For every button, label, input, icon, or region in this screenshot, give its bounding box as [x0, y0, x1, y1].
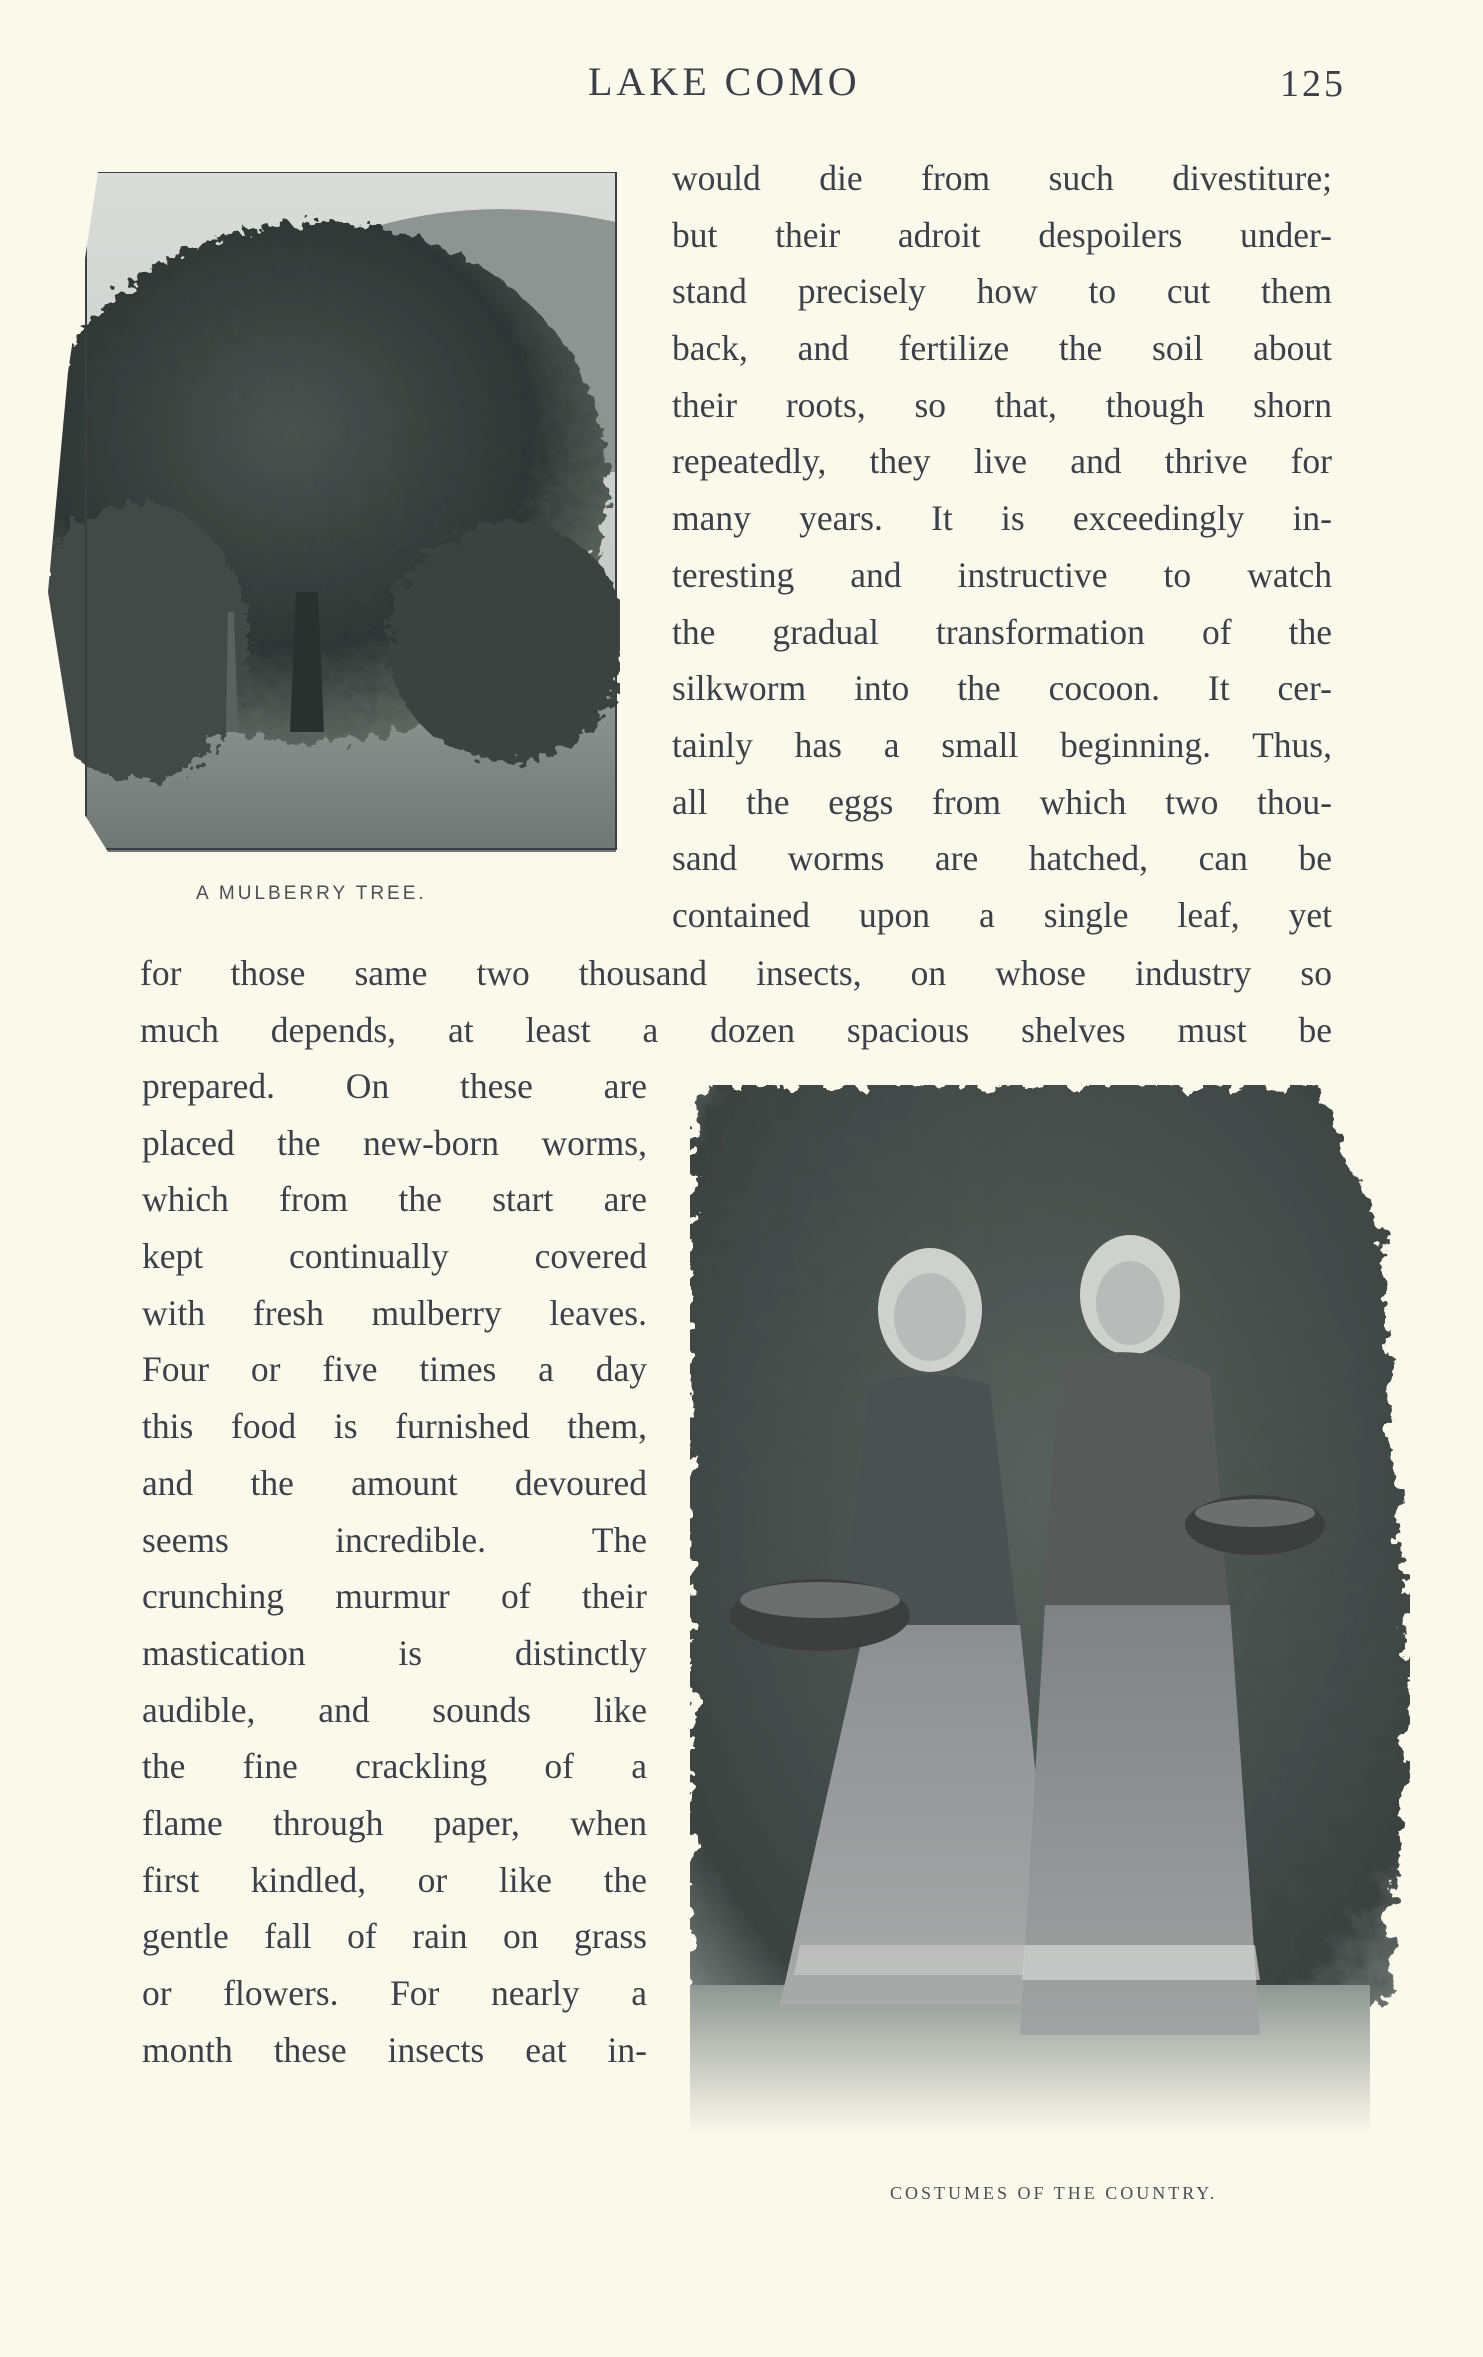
text-line: flame through paper, when	[142, 1802, 647, 1843]
text-line: back, and fertilize the soil about	[672, 328, 1332, 369]
text-line: repeatedly, they live and thrive for	[672, 441, 1332, 482]
text-column-left	[142, 1058, 647, 2078]
mulberry-tree-photo	[28, 172, 620, 852]
text-line: mastication is distinctly	[142, 1632, 647, 1673]
text-line: or flowers. For nearly a	[142, 1973, 647, 2013]
text-line: silkworm into the cocoon. It cer-	[672, 668, 1332, 709]
text-line: stand precisely how to cut them	[672, 271, 1332, 312]
text-line: contained upon a single leaf, yet	[672, 894, 1332, 935]
text-line: with fresh mulberry leaves.	[142, 1292, 647, 1333]
text-line: teresting and instructive to watch	[672, 554, 1332, 595]
text-line: for those same two thousand insects, on whose industry so	[140, 953, 1332, 993]
text-column-right	[672, 150, 1332, 944]
text-line: the gradual transformation of the	[672, 611, 1332, 652]
text-full-width	[140, 945, 1332, 1058]
text-line: and the amount devoured	[142, 1462, 647, 1503]
text-line: much depends, at least a dozen spacious shelves must be	[140, 1009, 1332, 1050]
text-line: first kindled, or like the	[142, 1859, 647, 1900]
text-line: all the eggs from which two thou-	[672, 781, 1332, 822]
text-line: but their adroit despoilers under-	[672, 214, 1332, 255]
running-title: LAKE COMO	[588, 59, 861, 104]
text-line: month these insects eat in-	[142, 2029, 647, 2070]
text-line: this food is furnished them,	[142, 1406, 647, 1447]
text-line: many years. It is exceedingly in-	[672, 498, 1332, 539]
text-line: audible, and sounds like	[142, 1689, 647, 1730]
text-line: tainly has a small beginning. Thus,	[672, 724, 1332, 765]
text-line: Four or five times a day	[142, 1349, 647, 1390]
text-line: prepared. On these are	[142, 1066, 647, 1106]
text-line: which from the start are	[142, 1179, 647, 1220]
text-line: the fine crackling of a	[142, 1746, 647, 1787]
text-line: placed the new-born worms,	[142, 1122, 647, 1163]
costumes-photo-caption: COSTUMES OF THE COUNTRY.	[890, 2183, 1218, 2203]
costumes-photo	[690, 1085, 1410, 2135]
page-header	[140, 58, 1346, 118]
text-line: sand worms are hatched, can be	[672, 838, 1332, 879]
text-line: seems incredible. The	[142, 1519, 647, 1560]
text-line: crunching murmur of their	[142, 1576, 647, 1617]
text-line: would die from such divestiture;	[672, 158, 1332, 198]
text-line: kept continually covered	[142, 1236, 647, 1277]
text-line: their roots, so that, though shorn	[672, 384, 1332, 425]
page-number: 125	[1280, 63, 1346, 105]
text-line: gentle fall of rain on grass	[142, 1916, 647, 1957]
tree-photo-caption: A MULBERRY TREE.	[196, 883, 427, 904]
